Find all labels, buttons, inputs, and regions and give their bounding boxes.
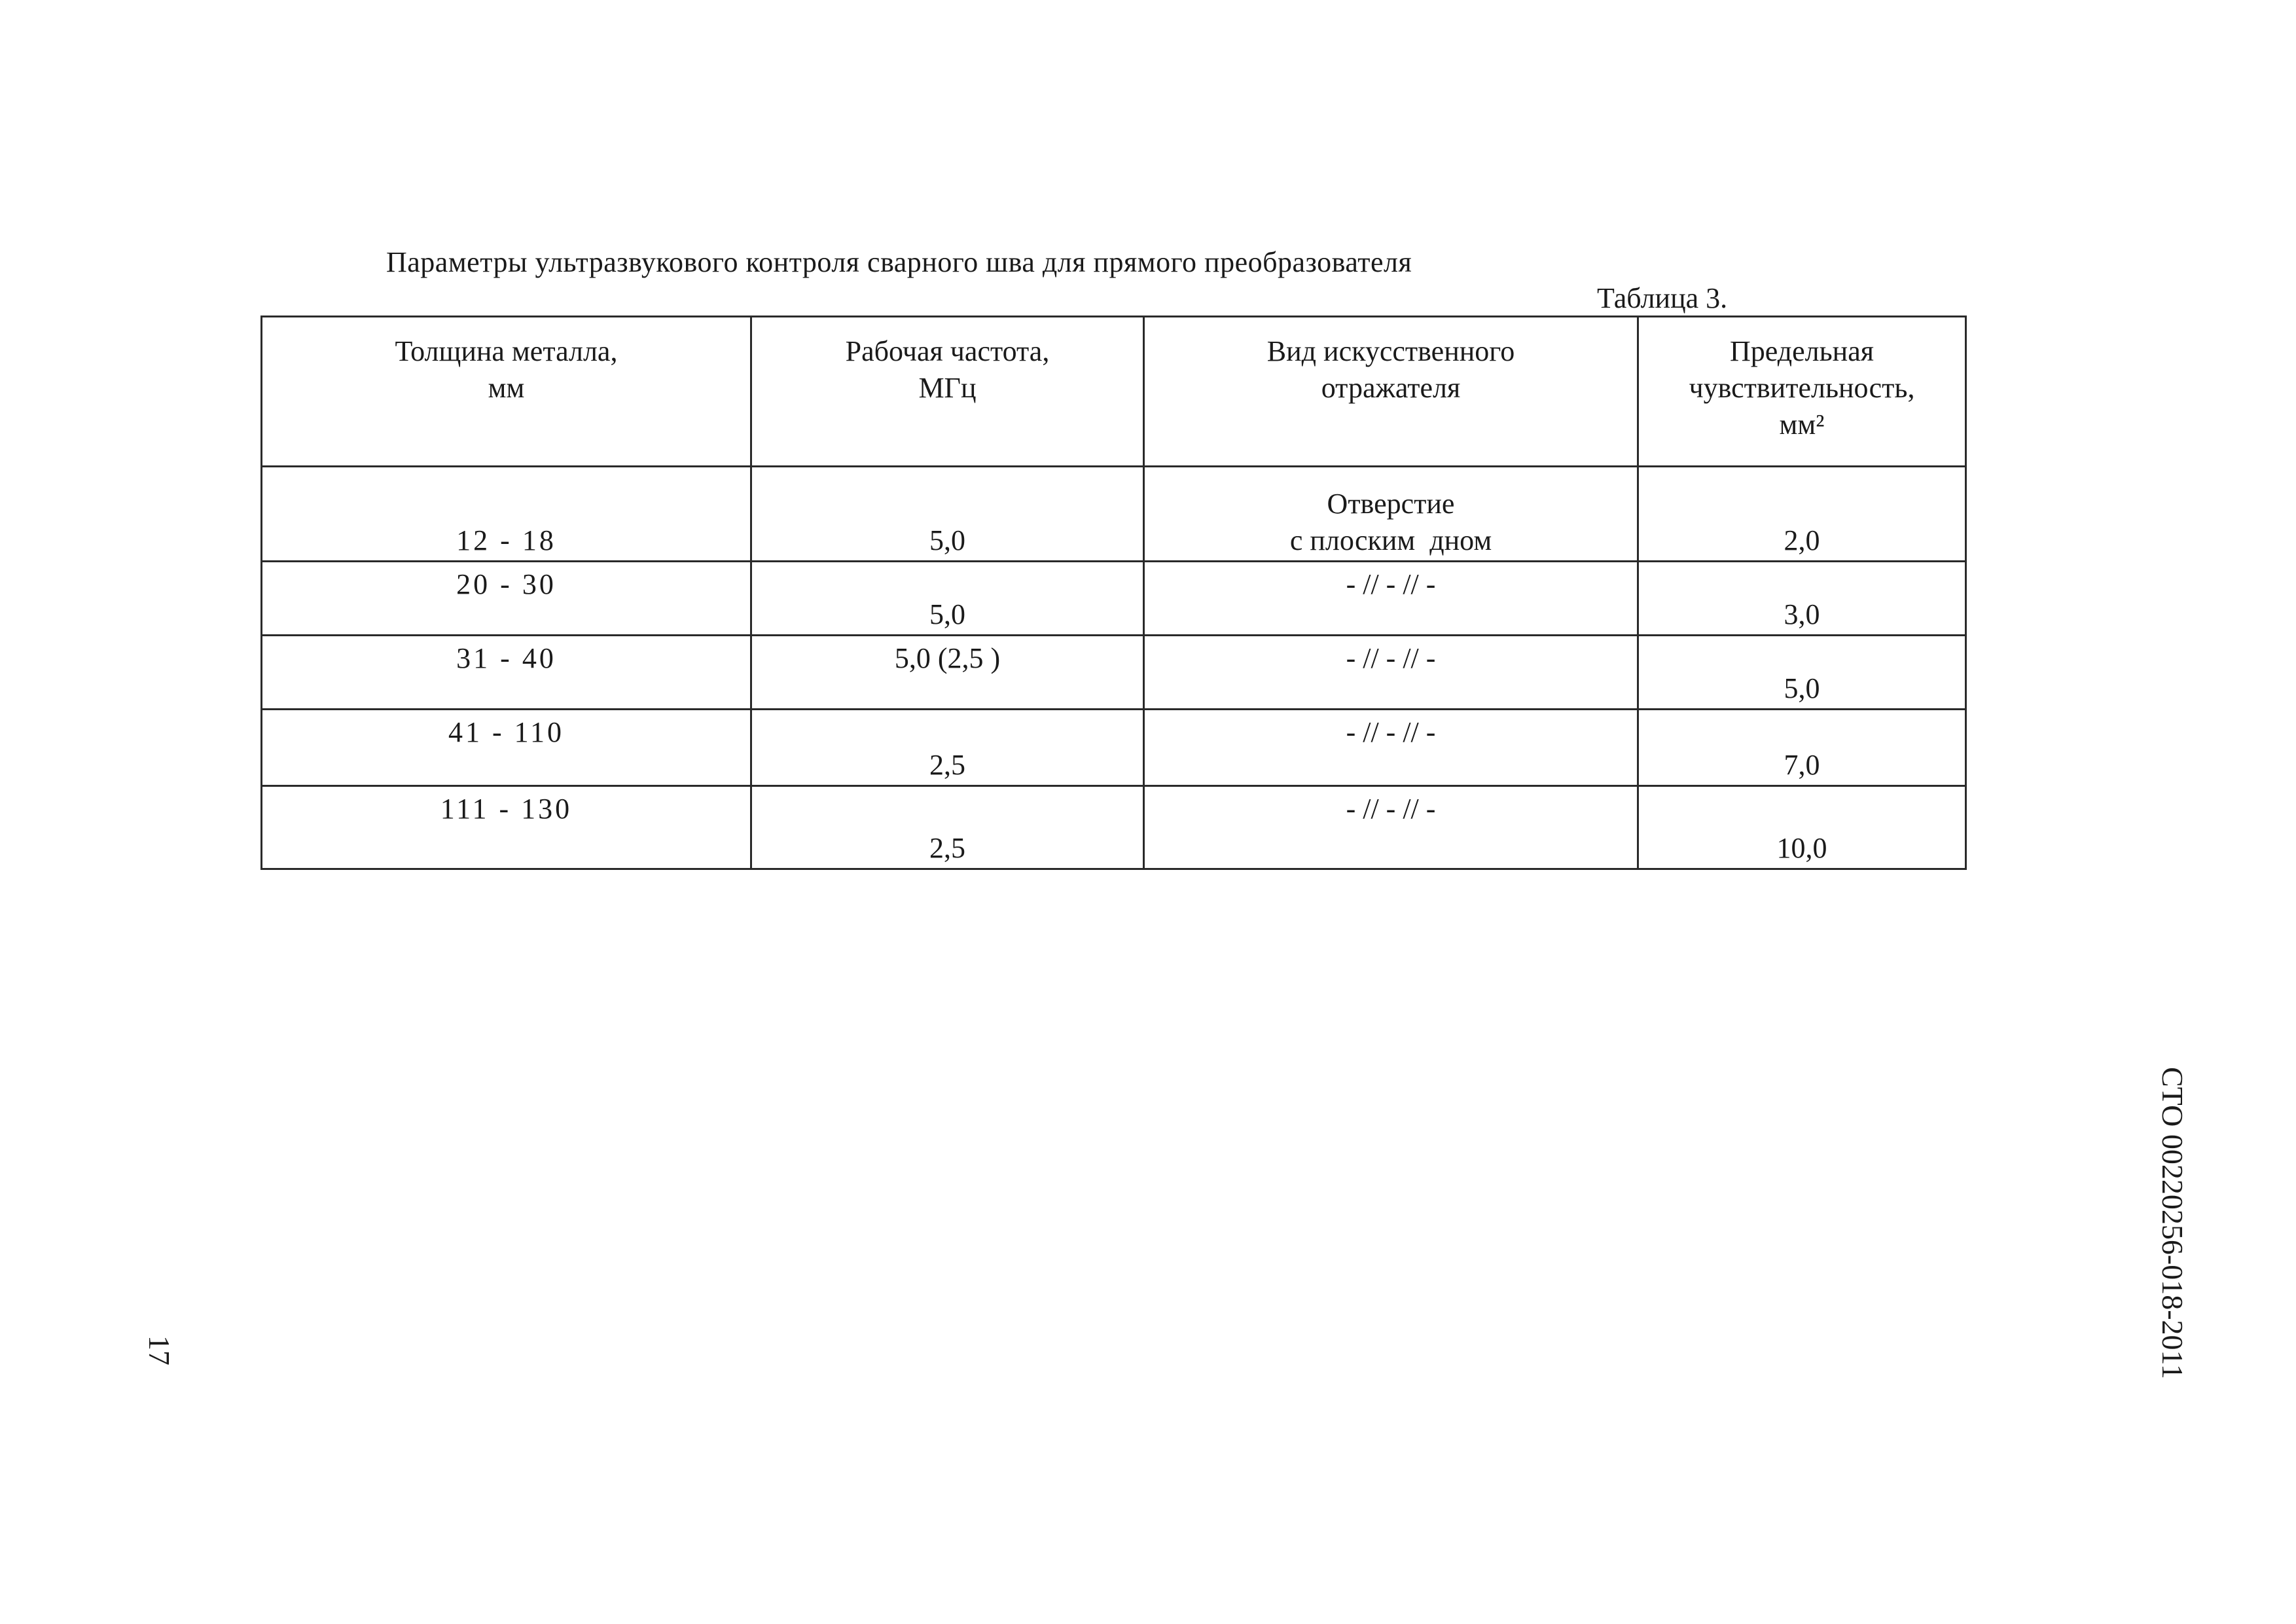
cell-frequency: 5,0 [751,467,1144,562]
table-row [262,710,1966,786]
header-frequency [751,317,1144,467]
header-reflector-line1: Вид искусственного [1266,335,1515,367]
table-row [262,636,1966,710]
cell-thickness: 41 - 110 [262,710,751,786]
cell-sensitivity: 10,0 [1638,786,1966,869]
header-thickness [262,317,751,467]
cell-sensitivity: 3,0 [1638,562,1966,636]
cell-thickness: 12 - 18 [262,467,751,562]
cell-reflector: - // - // - [1144,562,1638,636]
parameters-table [260,316,1967,870]
cell-reflector: - // - // - [1144,710,1638,786]
document-title: Параметры ультразвукового контроля сварного шва для прямого преобразователя [386,246,1412,278]
table-row [262,562,1966,636]
cell-thickness: 20 - 30 [262,562,751,636]
cell-reflector-line2: с плоским дном [1289,524,1492,556]
cell-sensitivity: 5,0 [1638,636,1966,710]
cell-frequency: 5,0 (2,5 ) [751,636,1144,710]
cell-reflector: - // - // - [1144,786,1638,869]
table-row [262,467,1966,562]
header-sensitivity [1638,317,1966,467]
cell-reflector [1144,467,1638,562]
document-code: СТО 00220256-018-2011 [2156,1067,2189,1379]
header-thickness-line2: мм [488,372,525,404]
header-sensitivity-line2: чувствительность, [1689,372,1915,404]
cell-reflector: - // - // - [1144,636,1638,710]
cell-frequency: 5,0 [751,562,1144,636]
header-reflector [1144,317,1638,467]
cell-reflector-line1: Отверстие [1327,488,1455,520]
header-reflector-line2: отражателя [1321,372,1461,404]
page-number: 17 [143,1335,176,1365]
header-frequency-line2: МГц [918,372,977,404]
cell-thickness: 31 - 40 [262,636,751,710]
cell-frequency: 2,5 [751,710,1144,786]
header-sensitivity-line1: Предельная [1730,335,1874,367]
cell-sensitivity: 7,0 [1638,710,1966,786]
header-sensitivity-line3: мм² [1779,408,1825,441]
table-row [262,786,1966,869]
header-thickness-line1: Толщина металла, [395,335,618,367]
cell-sensitivity: 2,0 [1638,467,1966,562]
table-label: Таблица 3. [1597,282,1728,314]
header-frequency-line1: Рабочая частота, [845,335,1050,367]
parameters-table-container [260,316,1965,870]
table-header-row [262,317,1966,467]
cell-thickness: 111 - 130 [262,786,751,869]
cell-frequency: 2,5 [751,786,1144,869]
